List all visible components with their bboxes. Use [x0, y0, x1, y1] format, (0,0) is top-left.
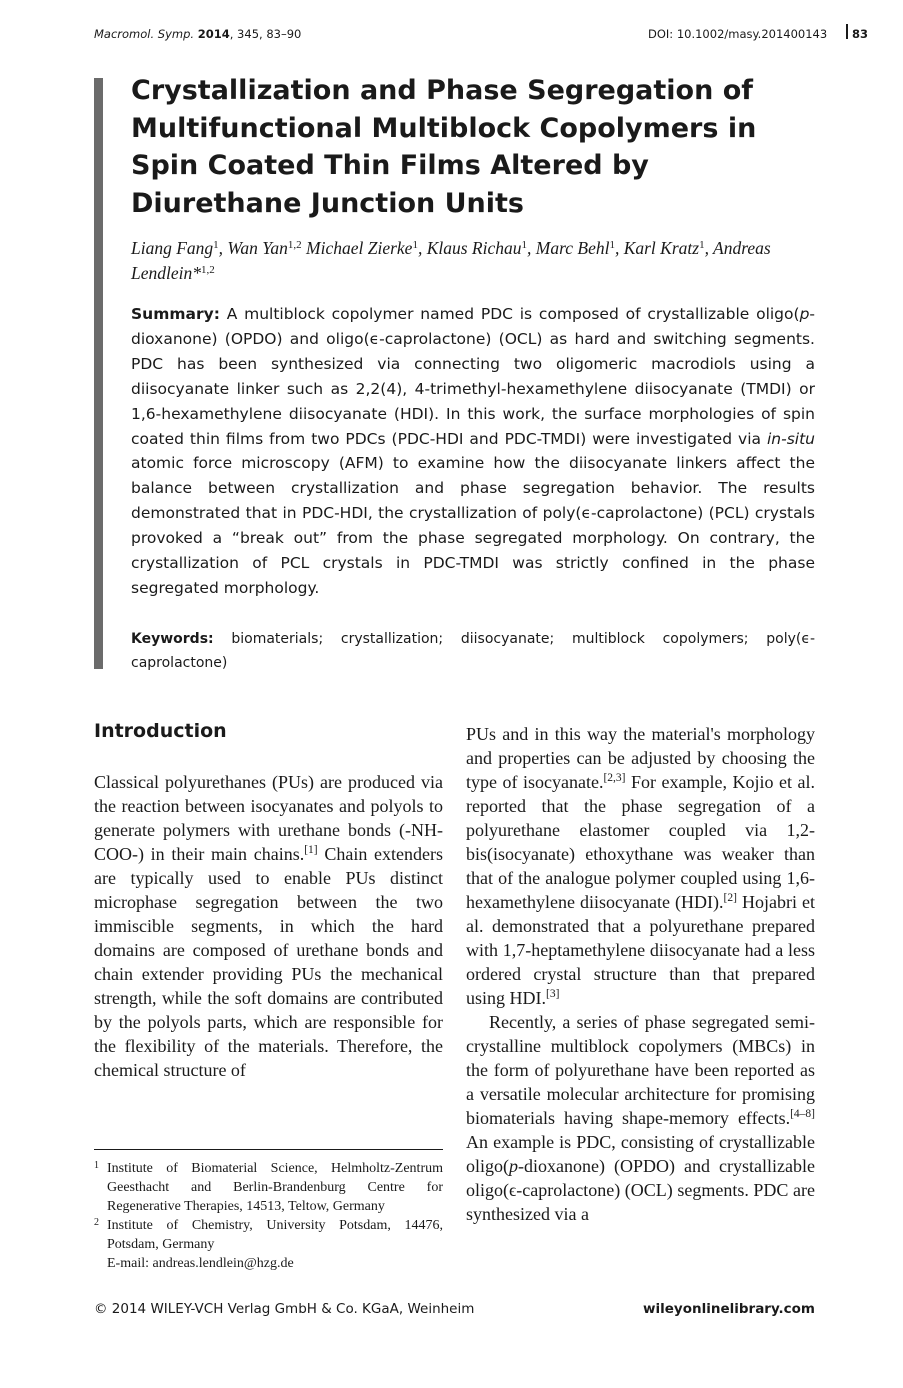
journal-pages: , 345, 83–90 — [229, 27, 302, 41]
author-separator: , — [417, 238, 427, 258]
footnote-text: Institute of Biomaterial Science, Helmholtz-Zentrum Geesthacht and Berlin-Brandenburg Centre for Regenerative Therapies, 14513, Teltow, Germany — [107, 1161, 443, 1214]
intro-right-text-5: An example is PDC, consisting of crystallizable oligo( — [466, 1132, 815, 1176]
corresponding-email[interactable]: E-mail: andreas.lendlein@hzg.de — [107, 1256, 294, 1271]
article-title: Crystallization and Phase Segregation of Multifunctional Multiblock Copolymers in Spin Coated Thin Films Altered by Diurethane Junction Units — [131, 75, 757, 219]
journal-citation — [94, 27, 301, 41]
intro-right-text-6: -dioxanone) (OPDO) and crystallizable oligo(ϵ-caprolactone) (OCL) segments. PDC are synthesized via a — [466, 1156, 815, 1224]
intro-paragraph-continued — [466, 722, 815, 1010]
author-name: Klaus Richau — [426, 238, 522, 258]
page-number: 83 — [852, 27, 869, 41]
author-affiliation: 1,2 — [201, 264, 215, 276]
intro-paragraph-recently — [466, 1010, 815, 1226]
footnote-number — [94, 1251, 107, 1270]
author-separator: , — [527, 238, 536, 258]
summary-italic-p: p — [799, 305, 810, 323]
author-name: Andreas Lendlein* — [131, 238, 771, 283]
footnote-text: Institute of Chemistry, University Potsdam, 14476, Potsdam, Germany — [107, 1218, 443, 1252]
copyright-notice: © 2014 WILEY-VCH Verlag GmbH & Co. KGaA, Weinheim — [94, 1301, 475, 1317]
intro-right-text-4: Recently, a series of phase segregated semi-crystalline multiblock copolymers (MBCs) in the form of polyurethane have been reported as a versatile molecular architecture for promising biomaterials having shape-memory effects. — [466, 1012, 815, 1128]
footnote-number: 2 — [94, 1217, 99, 1228]
author-affiliation: 1 — [699, 239, 705, 251]
citation-ref[interactable]: [1] — [304, 844, 318, 856]
footnote-number: 1 — [94, 1160, 99, 1171]
citation-ref[interactable]: [2] — [723, 892, 737, 904]
publisher-site-link[interactable]: wileyonlinelibrary.com — [643, 1301, 815, 1317]
body-column-left — [94, 770, 443, 1082]
intro-right-text-3: Hojabri et al. demonstrated that a polyurethane prepared with 1,7-heptamethylene diisocyanate had a less ordered crystal structure than that prepared using HDI. — [466, 892, 815, 1008]
footnote-email — [94, 1254, 443, 1273]
intro-italic-p: p — [509, 1156, 518, 1176]
intro-right-text-2: For example, Kojio et al. reported that the phase segregation of a polyurethane elastomer coupled via 1,2-bis(isocyanate) ethoxythane was weaker than that of the analogue polymer coupled using 1,6-hexamethylene diisocyanate (HDI). — [466, 772, 815, 912]
author-separator: , — [704, 238, 714, 258]
summary-text-1: A multiblock copolymer named PDC is composed of crystallizable oligo( — [219, 305, 800, 323]
author-affiliation: 1,2 — [287, 239, 302, 251]
citation-ref[interactable]: [2,3] — [603, 772, 626, 784]
author-name: Karl Kratz — [623, 238, 700, 258]
author-name: Liang Fang — [131, 238, 214, 258]
citation-ref[interactable]: [3] — [546, 988, 560, 1000]
intro-right-text-1: PUs and in this way the material's morphology and properties can be adjusted by choosing the type of isocyanate. — [466, 724, 815, 792]
summary-text-3: atomic force microscopy (AFM) to examine how the diisocyanate linkers affect the balance between crystallization and phase segregation behavior. The results demonstrated that in PDC-HDI, the crystallization of poly(ϵ-caprolactone) (PCL) crystals provoked a “break out” from the phase segregated morphology. On contrary, the crystallization of PCL crystals in PDC-TMDI was strictly confined in the phase segregated morphology. — [131, 454, 815, 597]
author-separator: , — [614, 238, 624, 258]
doi[interactable]: DOI: 10.1002/masy.201400143 — [648, 27, 828, 41]
author-name: Wan Yan — [227, 238, 288, 258]
journal-name: Macromol. Symp. — [94, 27, 195, 41]
keywords-text: biomaterials; crystallization; diisocyanate; multiblock copolymers; poly(ϵ-caprolactone) — [131, 631, 815, 671]
page-number-divider — [846, 24, 848, 39]
summary — [131, 302, 815, 601]
footnotes — [94, 1159, 443, 1273]
journal-year: 2014 — [197, 27, 230, 41]
author-affiliation: 1 — [521, 239, 527, 251]
footnote-affiliation-1 — [94, 1159, 443, 1216]
abstract-side-bar — [94, 78, 103, 669]
citation-ref[interactable]: [4–8] — [790, 1108, 815, 1120]
footnote-affiliation-2 — [94, 1216, 443, 1254]
author-affiliation: 1 — [412, 239, 418, 251]
author-separator: , — [218, 238, 228, 258]
author-list — [131, 236, 821, 286]
author-name: Marc Behl — [535, 238, 610, 258]
summary-italic-insitu: in-situ — [766, 429, 815, 448]
keywords — [131, 627, 815, 675]
author-name: Michael Zierke — [306, 238, 413, 258]
summary-label: Summary: — [131, 305, 220, 323]
author-affiliation: 1 — [609, 239, 615, 251]
section-heading-introduction: Introduction — [94, 720, 227, 742]
body-column-right — [466, 722, 815, 1226]
footnote-rule — [94, 1149, 443, 1150]
summary-text-2: -dioxanone) (OPDO) and oligo(ϵ-caprolactone) (OCL) as hard and switching segments. PDC has been synthesized via connecting two oligomeric macrodiols using a diisocyanate linker such as 2,2(4), 4-trimethyl-hexamethylene diisocyanate (TMDI) or 1,6-hexamethylene diisocyanate (HDI). In this work, the surface morphologies of spin coated thin films from two PDCs (PDC-HDI and PDC-TMDI) were investigated via — [131, 305, 815, 448]
keywords-label: Keywords: — [131, 631, 214, 647]
intro-left-text-2: Chain extenders are typically used to enable PUs distinct microphase segregation between the two immiscible segments, in which the hard domains are composed of urethane bonds and chain extender providing PUs the mechanical strength, while the soft domains are contributed by the polyols parts, which are responsible for the flexibility of the materials. Therefore, the chemical structure of — [94, 844, 443, 1080]
intro-left-text-1: Classical polyurethanes (PUs) are produced via the reaction between isocyanates and polyols to generate polymers with urethane bonds (-NH-COO-) in their main chains. — [94, 772, 443, 864]
author-affiliation: 1 — [213, 239, 219, 251]
